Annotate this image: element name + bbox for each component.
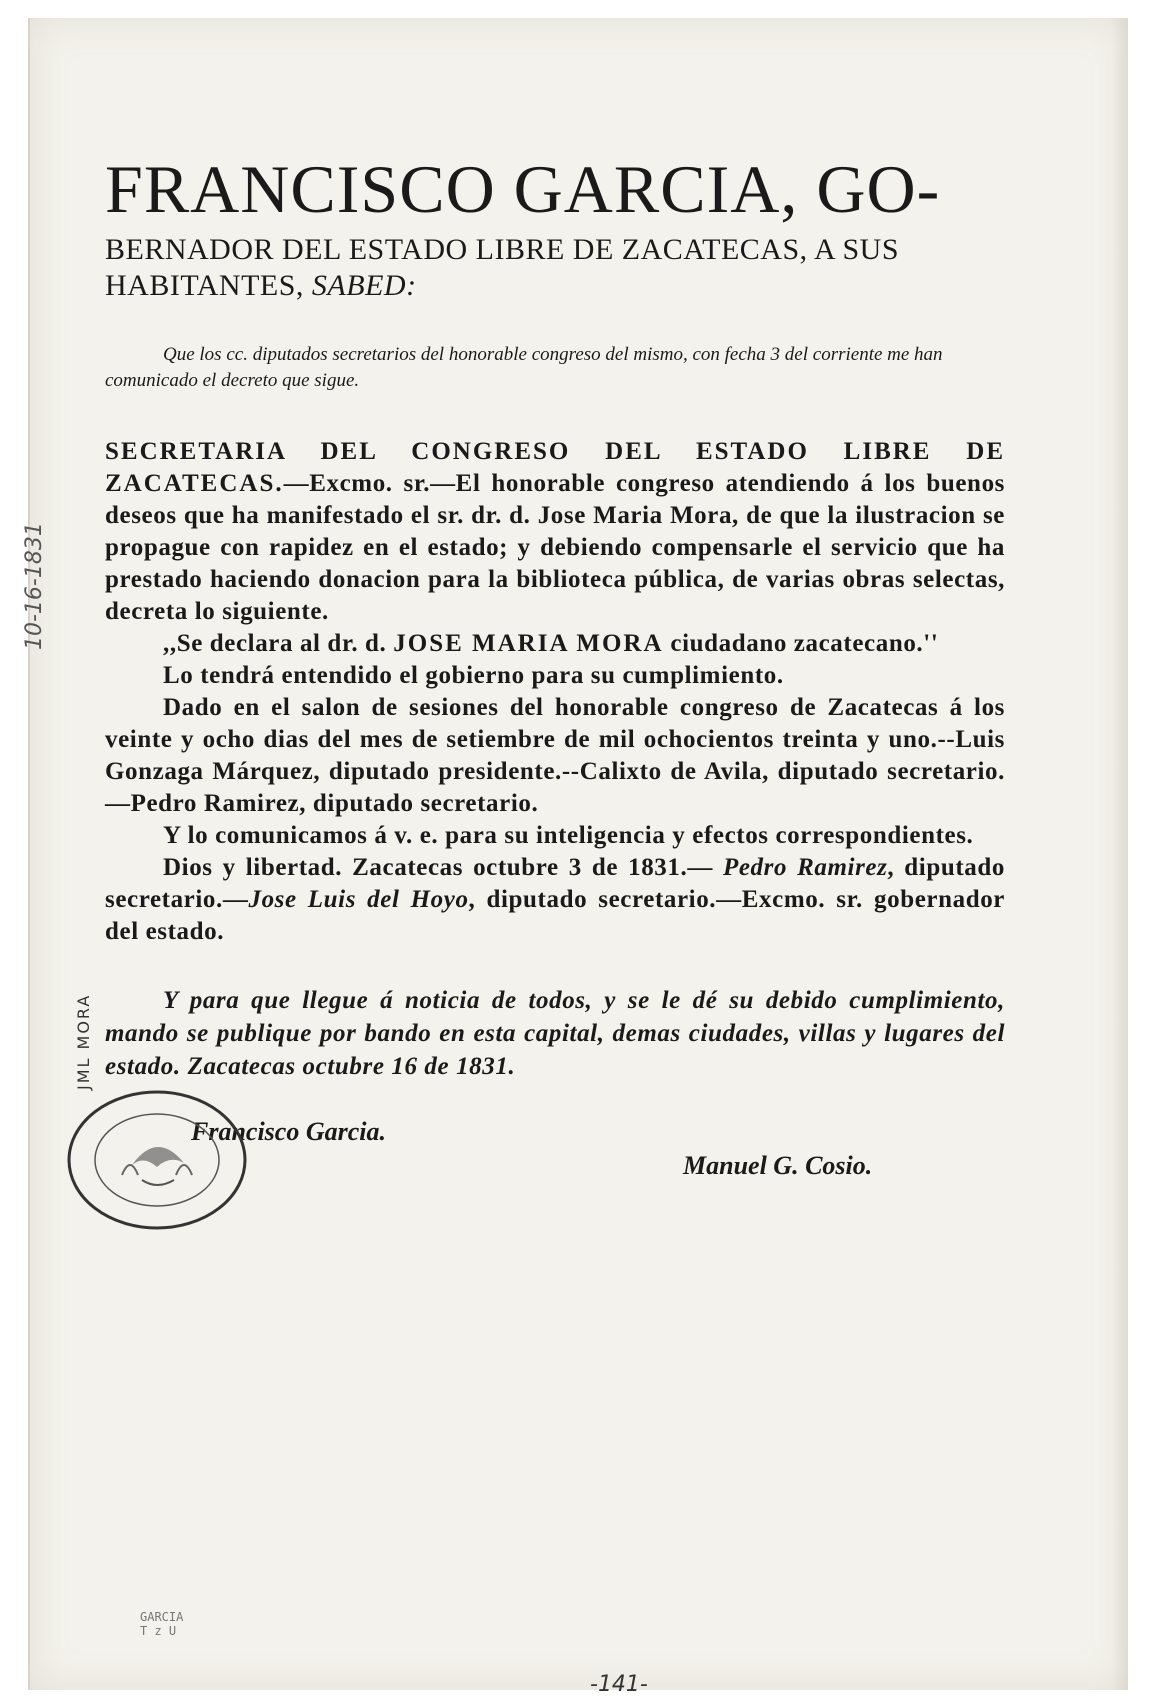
communication-paragraph: Y lo comunicamos á v. e. para su inteligencia y efectos correspondientes. [163, 822, 974, 849]
dios-y-libertad: Dios y libertad. Zacatecas octubre 3 de 1831.— [163, 854, 713, 881]
state-seal-icon [62, 1085, 262, 1235]
decree-heading: SECRETARIA DEL CONGRESO DEL ESTADO LIBRE DE ZACATECAS. [105, 438, 1005, 497]
signer-1-role: , diputado secretario.— [105, 854, 1005, 913]
handwritten-date: 10-16-1831 [22, 522, 47, 650]
given-at-paragraph: Dado en el salon de sesiones del honorable congreso de Zacatecas á los veinte y ocho dias del mes de setiembre de mil ochocientos treinta y uno.--Luis Gonzaga Márquez, diputado presidente.--Calixto de Avila, diputado secretario.—Pedro Ramirez, diputado secretario. [105, 694, 1005, 817]
archive-mark-line2: T z U [140, 1624, 177, 1638]
executive-order: Lo tendrá entendido el gobierno para su cumplimiento. [163, 662, 784, 689]
article-name: JOSE MARIA MORA [393, 630, 664, 657]
article-suffix: ciudadano zacatecano.'' [663, 630, 939, 657]
subtitle-sabed: SABED: [311, 269, 417, 302]
collection-stamp: JML MORA [74, 993, 93, 1090]
proclamation-body [105, 150, 1005, 1207]
article-prefix: ,,Se declara al dr. d. [163, 630, 394, 657]
decree-article [105, 628, 1005, 660]
signer-1-name: Pedro Ramirez [722, 854, 888, 881]
decree-opening-paragraph [105, 436, 1005, 628]
proclamation-subtitle [105, 232, 1005, 304]
decree-opening-text: —Excmo. sr.—El honorable congreso atendiendo á los buenos deseos que ha manifestado el sr. dr. d. Jose Maria Mora, de que la ilustracion se propague con rapidez en el estado; y debiendo compensarle el servicio que ha prestado haciendo donacion para la biblioteca pública, de varias obras selectas, decreta lo siguiente. [105, 470, 1005, 625]
dios-y-libertad-paragraph [105, 852, 1005, 948]
decree-section [105, 436, 1005, 948]
intro-paragraph: Que los cc. diputados secretarios del honorable congreso del mismo, con fecha 3 del corriente me han comunicado el decreto que sigue. [105, 344, 943, 391]
subtitle-text: BERNADOR DEL ESTADO LIBRE DE ZACATECAS, A SUS HABITANTES, [105, 233, 900, 302]
signer-2-role: , diputado secretario.—Excmo. sr. gobernador del estado. [105, 886, 1005, 945]
page-number: -141- [590, 1672, 648, 1697]
archive-mark-line1: GARCIA [140, 1610, 184, 1624]
paper-edge [1112, 18, 1128, 1690]
signature-manuel-cosio: Manuel G. Cosio. [683, 1151, 873, 1180]
proclamation-title: FRANCISCO GARCIA, GO- [105, 151, 941, 227]
closing-paragraph: Y para que llegue á noticia de todos, y se le dé su debido cumplimiento, mando se publique por bando en esta capital, demas ciudades, villas y lugares del estado. Zacatecas octubre 16 de 1831. [105, 987, 1005, 1080]
signature-francisco-garcia: Francisco Garcia. [191, 1117, 386, 1146]
archive-mark [140, 1610, 183, 1638]
signer-2-name: Jose Luis del Hoyo [248, 886, 469, 913]
